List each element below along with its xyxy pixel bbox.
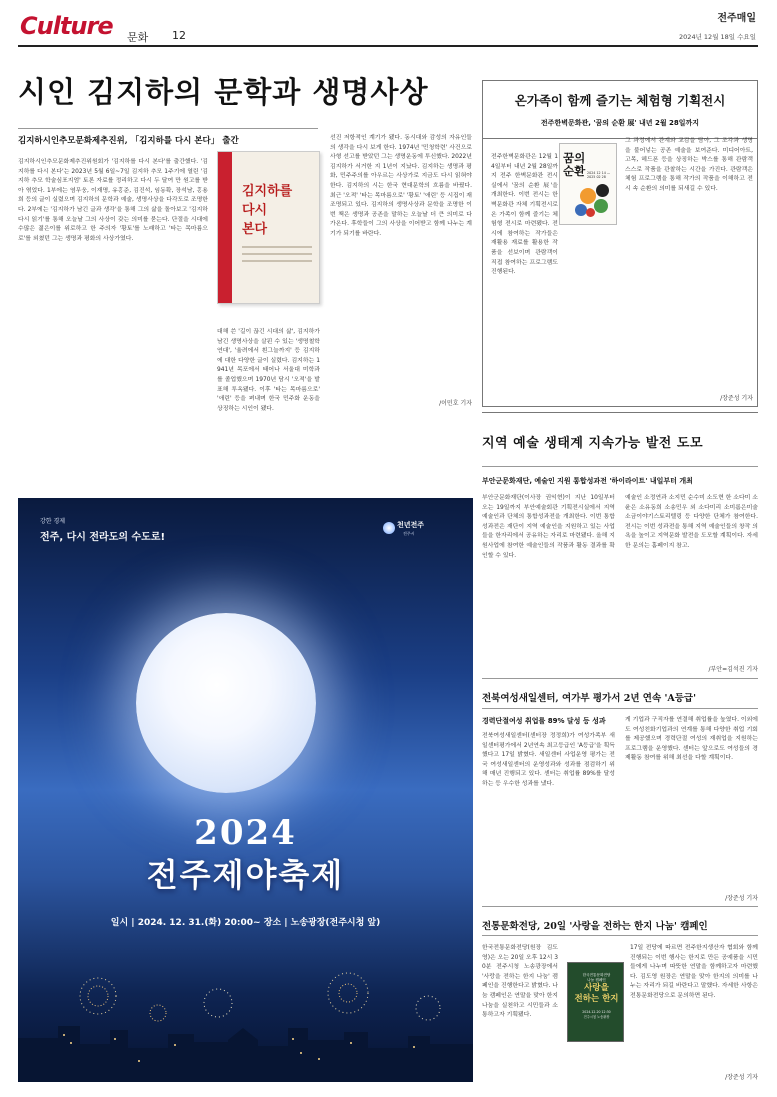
logo-text: 천년전주 — [397, 521, 425, 529]
article3-top-rule — [482, 678, 758, 679]
feature1-column-2: 그 과정에서 관계와 교감을 담아, 그 조각과 생명을 불어넣는 공존 예술을 보여준다. 미디어아트, 고목, 헤드폰 등을 상징하는 박스를 통해 관람객 스스로 작품을 관찰하는 시간을 가진다. 관람객은 체험 프로그램을 통해 작가의 작품을 이해하고 전시 속 순환의 의미를 되새길 수 있다. — [625, 138, 753, 192]
fireworks — [80, 973, 440, 1021]
poster-dot-blue — [575, 204, 587, 216]
feature2-subtitle: 부안군문화재단, 예술인 지원 통합성과전 '하이라이트' 내일부터 개최 — [482, 477, 693, 485]
festival-advertisement — [18, 498, 473, 1082]
feature1-subtitle: 전주한벽문화관, '꿈의 순환 展' 내년 2월 28일까지 — [540, 119, 700, 127]
article3-column-2: 게 기업과 구직자를 연결해 취업률을 높였다. 이외에도 여성친화기업과의 연계를 통해 다양한 취업 기회를 제공했으며 경력단절 여성의 재취업을 지원하는 프로그램을 운영했다. 센터는 앞으로도 여성들의 경제활동 참여를 위해 최선을 다할 계획이다. — [625, 717, 758, 762]
article4-byline: /장준성 기자 — [725, 1074, 758, 1081]
feature2-byline: /부안=김석진 기자 — [708, 666, 758, 673]
header-rule — [18, 45, 758, 47]
section-rule — [482, 412, 758, 413]
main-subhead: 김지하시인추모문화제추진위, 「김지하를 다시 본다」 출간 — [18, 136, 239, 146]
main-story-column-2: 대해 쓴 '길이 끊긴 시대의 삶', 김지하가 남긴 생명사상을 살핀 수 있는 '생명철학 연대', '율려에서 흰그늘까지' 등 김지하에 대한 다양한 글이 실렸다. 김지하는 1941년 목포에서 태어나 서울대 미학과를 졸업했으며 1970년 담시 '오적'을 발표해 투옥됐다. 이후 '타는 목마름으로' '애린' 등을 펴내며 한국 민주화 운동을 상징하는 시인이 됐다. — [217, 329, 320, 412]
ad-kicker: 강한 경제 — [40, 518, 66, 525]
article3-subtitle: 경력단절여성 취업률 89% 달성 등 성과 — [482, 717, 606, 725]
article3-column-1: 전북여성새일센터(센터장 정정희)가 여성가족부 새일센터평가에서 2년연속 최고등급인 'A등급'을 획득했다고 17일 밝혔다. 새일센터 사업운영 평가는 전국 여성새일센터의 운영성과와 성과를 점검하기 위해 매년 진행되고 있다. 센터는 취업률 89%를 달성하는 등 우수한 성과를 냈다. — [482, 733, 615, 787]
hanji-poster-title: 사랑을 전하는 한지 — [574, 983, 619, 1004]
city-fireworks-image — [18, 968, 473, 1082]
feature1-column-1: 전주한벽문화관은 12월 14일부터 내년 2월 28일까지 전주 한벽문화관 전시실에서 '꿈의 순환 展'을 개최한다. 이번 전시는 한벽문화관 자체 기획전시로 온 가족이 함께 즐기는 체험형 전시로 마련됐다. 전시에 참여하는 작가들은 재활용 재료를 활용한 작품을 선보이며 관람객이 직접 참여하는 프로그램도 진행된다. — [491, 154, 558, 276]
section-title-en: Culture — [20, 12, 113, 40]
section-title-ko: 문화 — [127, 31, 149, 44]
logo-subtext: 전주시 — [403, 531, 415, 536]
article4-column-1: 한국전통문화전당(원장 김도영)은 오는 20일 오후 12시 30분 전주시청 노송광장에서 '사랑을 전하는 한지 나눔' 캠페인을 진행한다고 밝혔다. 나눔 캠페인은 연말을 맞아 한지 나눔을 실천하고 시민들과 소통하고자 기획됐다. — [482, 945, 558, 1019]
article4-column-2: 17일 전당에 따르면 전주한지생산자 협회와 함께 진행되는 이번 행사는 한지로 만든 공예품을 시민들에게 나누며 따뜻한 연말을 함께하고자 마련했다. 김도영 원장은 연말을 맞아 한지의 의미를 나누는 자리가 되길 바란다고 말했다. 자세한 사항은 전통문화전당으로 문의하면 된다. — [630, 945, 758, 999]
feature2-subhead-rule — [482, 466, 758, 467]
hanji-poster-header: 한국전통문화전당 나눔 캠페인 — [582, 973, 611, 982]
publication-date: 2024년 12월 18일 수요일 — [679, 33, 756, 41]
book-cover-image — [217, 151, 320, 304]
feature-box-exhibition — [482, 80, 758, 407]
article3-subhead-rule — [482, 708, 758, 709]
ad-event-info: 일시 | 2024. 12. 31.(화) 20:00~ 장소 | 노송광장(전주시청 앞) — [110, 918, 381, 928]
ad-year: 2024 — [194, 813, 297, 853]
book-cover-lines — [242, 246, 312, 267]
page-number: 12 — [172, 29, 186, 42]
book-spine — [218, 152, 232, 303]
main-story-column-3: 선진 저항적인 계기가 됐다. 동시대와 감성의 자유인들의 생각을 다시 보게 한다. 1974년 '민청학련' 사건으로 사형 선고를 받았던 그는 생명운동에 투신했다. 2022년 김지하가 서거한 지 1년이 지났다. 김지하는 생명과 평화, 민주주의를 아우르는 사상가로 지금도 다시 읽혀야 한다. 김지하의 시는 한국 현대문학의 흐름을 바꿨다. 최근 '오적' '타는 목마름으로' '황토' '애린' 등 시집이 재조명되고 있다. 김지하의 생명사상과 문학을 조명한 이번 책은 생명과 공존을 말하는 오늘날 더 큰 의미로 다가온다. 후학들이 그의 사상을 이어받고 함께 나누는 계기가 되기를 바란다. — [330, 135, 472, 237]
article3-byline: /장준성 기자 — [725, 895, 758, 902]
book-cover-title: 김지하를 다시 본다 — [242, 184, 293, 237]
masthead — [0, 0, 777, 48]
main-story-column-1: 김지하시인추모문화제추진위원회가 '김지하를 다시 본다'를 출간했다. '김지하를 다시 본다'는 2023년 5월 6일~7일 김지하 추모 1주기에 열린 '김지하 추모 학술심포지엄' 토론 자료를 정리하고 다시 두 달여 만 원고를 받아 엮었다. 1부에는 염무웅, 이재명, 유홍준, 김진석, 임동확, 장석남, 홍용희 등의 글이 실렸으며 김지하의 문학과 예술, 생명사상을 다각도로 조명한다. 2부에는 '김지하가 남긴 글과 생각'을 통해 그의 삶을 돌아보고 '김지하 다시 읽기'를 통해 오늘날 그의 사상이 갖는 의미를 묻는다. 단절을 시대에 수많은 젊은이를 위로하고 한 주의자 '황토'를 노래하고 '타는 목마름으로'를 외쳤던 그는 생명과 평화의 사상가였다. — [18, 159, 208, 242]
poster-dot-black — [596, 184, 609, 197]
ad-festival-name: 전주제야축제 — [146, 856, 345, 894]
poster-dot-red — [586, 208, 595, 217]
feature2-title: 지역 예술 생태계 지속가능 발전 도모 — [482, 436, 703, 451]
hanji-campaign-poster-image — [567, 962, 624, 1042]
hanji-poster-details: 2024.12.20 12:30 전주시청 노송광장 — [582, 1010, 611, 1019]
article4-top-rule — [482, 906, 758, 907]
city-logo — [383, 520, 453, 540]
logo-mark-icon — [383, 522, 395, 534]
subhead-rule — [18, 128, 318, 129]
feature2-column-2: 예술인 소정연과 소지민 순수미 소도현 한 소다미 소윤은 소유동희 소송민우 외 소다미리 소미롬은미술 소금이야기스토리텔링 등 다양한 단체가 참여한다. 전시는 이번 성과전을 통해 지역 예술인들의 창작 의욕을 높이고 지역문화 발전을 도모할 계획이다. 자세한 문의는 홈페이지 참고. — [625, 495, 758, 549]
newspaper-name: 전주매일 — [717, 13, 756, 24]
poster-dot-orange — [580, 188, 596, 204]
feature1-title: 온가족이 함께 즐기는 체험형 기획전시 — [514, 93, 726, 108]
ad-slogan: 전주, 다시 전라도의 수도로! — [40, 532, 166, 543]
full-moon-image — [136, 613, 316, 793]
article3-title: 전북여성새일센터, 여가부 평가서 2년 연속 'A등급' — [482, 693, 697, 704]
skyline — [18, 1026, 473, 1082]
article4-title: 전통문화전당, 20일 '사랑을 전하는 한지 나눔' 캠페인 — [482, 921, 708, 932]
feature-box-header — [483, 81, 757, 139]
article4-subhead-rule — [482, 935, 758, 936]
main-headline: 시인 김지하의 문학과 생명사상 — [18, 75, 429, 109]
feature1-byline: /장준성 기자 — [720, 395, 753, 402]
exhibition-poster-image — [559, 143, 617, 225]
feature2-column-1: 부안군문화재단(이사장 권익현)이 지난 10일부터 오는 19일까지 부안예술회관 기획전시실에서 지역 예술인과 단체의 통합성과전을 개최한다. 이번 통합성과전은 재단이 지역 예술인을 지원하고 있는 사업들을 한자리에서 공유하는 자리로 마련됐다. 올해 지원사업에 참여한 예술인들의 작품과 활동 결과를 확인할 수 있다. — [482, 495, 615, 559]
main-story-byline: /이민호 기자 — [439, 400, 472, 407]
poster-title: 꿈의 순환 — [563, 151, 586, 178]
poster-date: 2024 12 14 — 2025 02 28 — [587, 171, 611, 179]
poster-dot-green — [594, 199, 608, 213]
